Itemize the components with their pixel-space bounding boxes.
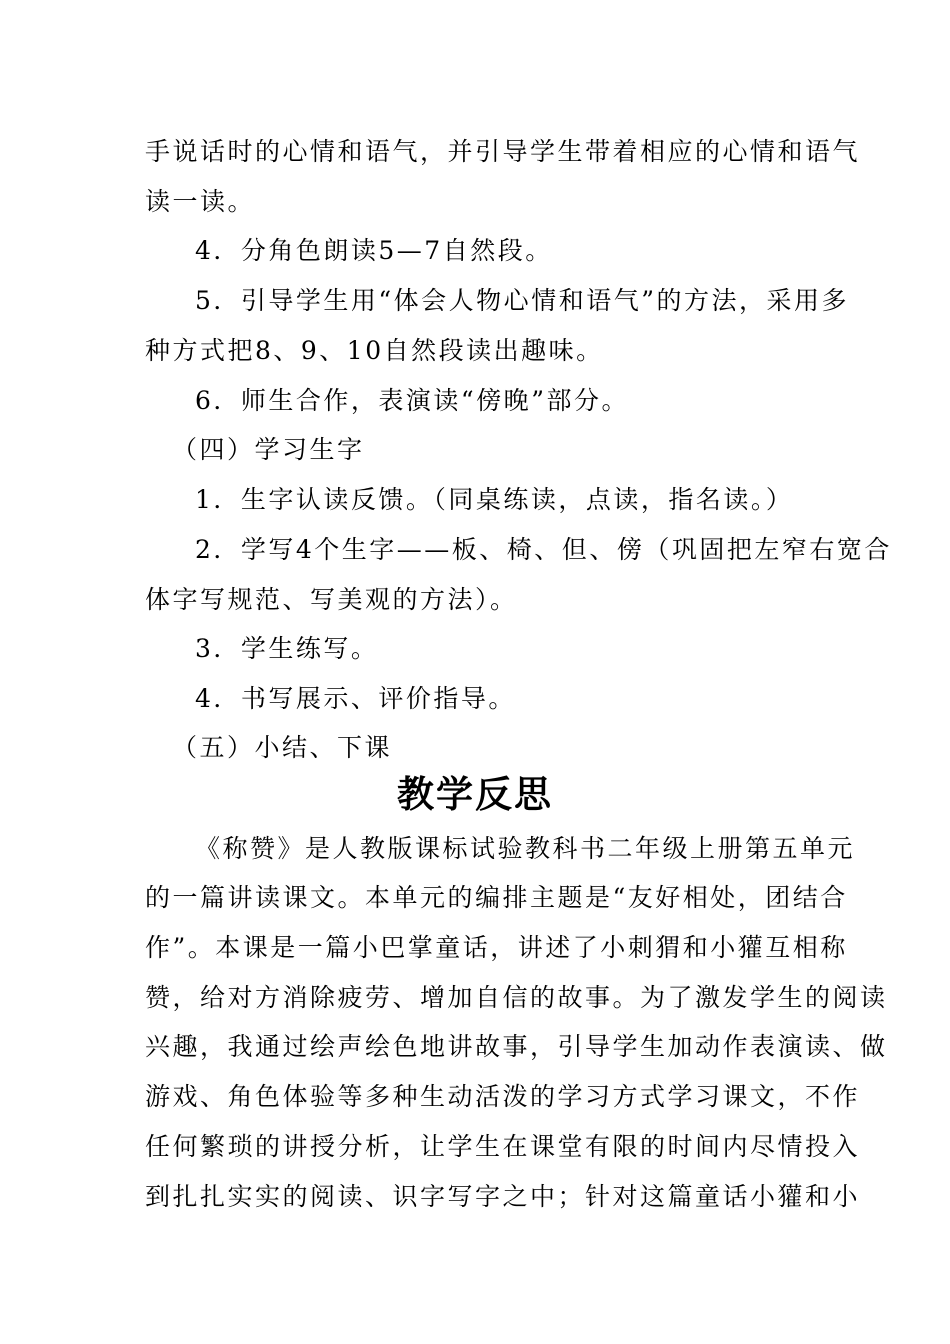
text-line: 4．分角色朗读5—7自然段。 — [195, 236, 553, 265]
text-line: 手说话时的心情和语气，并引导学生带着相应的心情和语气 — [145, 137, 861, 166]
text-line: 体字写规范、写美观的方法）。 — [145, 585, 518, 614]
text-line: 6．师生合作，表演读“傍晚”部分。 — [195, 386, 629, 415]
text-line: 读一读。 — [145, 187, 256, 216]
paragraph-line: 赞，给对方消除疲劳、增加自信的故事。为了激发学生的阅读 — [145, 983, 888, 1012]
paragraph-line: 作”。本课是一篇小巴掌童话，讲述了小刺猬和小獾互相称 — [145, 933, 848, 962]
text-line: 5．引导学生用“体会人物心情和语气”的方法，采用多 — [195, 286, 849, 315]
text-line: 1．生字认读反馈。（同桌练读，点读，指名读。） — [195, 485, 794, 514]
paragraph-line: 游戏、角色体验等多种生动活泼的学习方式学习课文，不作 — [145, 1082, 861, 1111]
paragraph-line: 任何繁琐的讲授分析，让学生在课堂有限的时间内尽情投入 — [145, 1132, 861, 1161]
text-line: 3．学生练写。 — [195, 634, 379, 663]
reflection-title: 教学反思 — [397, 773, 553, 816]
text-line: 4．书写展示、评价指导。 — [195, 684, 516, 713]
text-line: 2．学写4个生字——板、椅、但、傍（巩固把左窄右宽合 — [195, 535, 892, 564]
paragraph-line: 的一篇讲读课文。本单元的编排主题是“友好相处，团结合 — [145, 883, 848, 912]
paragraph-line: 《称赞》是人教版课标试验教科书二年级上册第五单元 — [195, 834, 856, 863]
section-heading: （五）小结、下课 — [172, 733, 393, 762]
paragraph-line: 到扎扎实实的阅读、识字写字之中；针对这篇童话小獾和小 — [145, 1182, 861, 1211]
section-heading: （四）学习生字 — [172, 435, 365, 464]
paragraph-line: 兴趣，我通过绘声绘色地讲故事，引导学生加动作表演读、做 — [145, 1032, 888, 1061]
text-line: 种方式把8、9、10自然段读出趣味。 — [145, 336, 604, 365]
